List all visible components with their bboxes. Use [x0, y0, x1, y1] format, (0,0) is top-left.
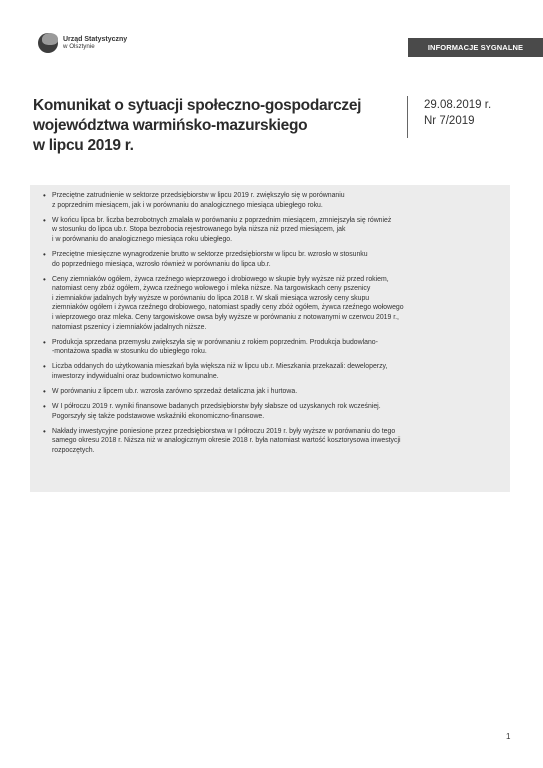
publication-date: 29.08.2019 r. [424, 99, 492, 111]
summary-item-line: Pogorszyły się także podstawowe wskaźniki ekonomiczno-finansowe. [52, 412, 265, 420]
summary-item-line: samego okresu 2018 r. Niższa niż w analogicznym okresie 2018 r. była natomiast wartość kosztorysowa inwestycji [52, 437, 401, 445]
summary-item-line: w stosunku do lipca ub.r. Stopa bezrobocia rejestrowanego była niższa niż przed miesiącem, jak [52, 226, 346, 234]
title-line: w lipcu 2019 r. [33, 137, 134, 154]
summary-item-line: Przeciętne miesięczne wynagrodzenie brutto w sektorze przedsiębiorstw w lipcu br. wzrosło w stosunku [52, 250, 368, 258]
summary-list [30, 185, 510, 456]
category-badge: INFORMACJE SYGNALNE [408, 38, 543, 57]
summary-item [30, 250, 504, 269]
logo [38, 33, 127, 53]
summary-item-line: -montażowa spadła w stosunku do ubiegłego roku. [52, 348, 207, 356]
summary-item-line: inwestorzy indywidualni oraz budownictwo komunalne. [52, 373, 219, 380]
summary-item-line: i w porównaniu do analogicznego miesiąca roku ubiegłego. [52, 235, 233, 243]
document-title [33, 96, 403, 156]
summary-item [30, 275, 504, 333]
summary-item-line: W porównaniu z lipcem ub.r. wzrosła zarówno sprzedaż detaliczna jak i hurtowa. [52, 388, 298, 396]
summary-item-line: natomiast ceny zbóż ogółem, żywca rzeźnego wołowego i mleka niższe. Na targowiskach ceny pszenicy [52, 285, 371, 293]
bullet-icon: • [43, 249, 46, 259]
title-line: Komunikat o sytuacji społeczno-gospodarczej [33, 97, 362, 114]
summary-item [30, 338, 504, 357]
page-number: 1 [506, 732, 511, 741]
summary-item [30, 402, 504, 421]
summary-item-line: ziemniaków ogółem i żywca rzeźnego drobiowego, natomiast spadły ceny zbóż ogółem, żywca rzeźnego wołowego [52, 304, 404, 312]
summary-item-line: Nakłady inwestycyjne poniesione przez przedsiębiorstwa w I półroczu 2019 r. były wyższe w porównaniu do tego [52, 427, 396, 435]
document-meta [424, 97, 491, 129]
summary-item-line: rozpoczętych. [52, 447, 95, 455]
logo-line1: Urząd Statystyczny [63, 36, 128, 43]
logo-text [63, 36, 127, 50]
summary-box [30, 185, 510, 492]
bullet-icon: • [43, 402, 46, 412]
summary-item [30, 427, 504, 456]
summary-item-line: natomiast pszenicy i ziemniaków jadalnych niższe. [52, 323, 207, 331]
issue-number: Nr 7/2019 [424, 115, 475, 127]
summary-item-line: do poprzedniego miesiąca, wzrosło również w porównaniu do lipca ub.r. [52, 260, 271, 268]
bullet-icon: • [43, 387, 46, 397]
summary-item [30, 362, 504, 381]
bullet-icon: • [43, 274, 46, 284]
summary-item-line: i ziemniaków jadalnych były wyższe w porównaniu do lipca 2018 r. W skali miesiąca wzrosły ceny skupu [52, 294, 370, 302]
summary-item-line: Przeciętne zatrudnienie w sektorze przedsiębiorstw w lipcu 2019 r. zwiększyło się w porównaniu [52, 192, 345, 199]
summary-item-line: Liczba oddanych do użytkowania mieszkań była większa niż w lipcu ub.r. Mieszkania przekazali: deweloperzy, [52, 363, 388, 371]
summary-item-line: Ceny ziemniaków ogółem, żywca rzeźnego wieprzowego i drobiowego w skupie były wyższe niż przed rokiem, [52, 275, 389, 283]
summary-item-line: z poprzednim miesiącem, jak i w porównaniu do analogicznego miesiąca ubiegłego roku. [52, 201, 323, 209]
bullet-icon: • [43, 362, 46, 372]
summary-item [30, 216, 504, 245]
summary-item [30, 191, 504, 210]
summary-item-line: W końcu lipca br. liczba bezrobotnych zmalała w porównaniu z poprzednim miesiącem, zmniejszyła się również [52, 216, 392, 224]
bullet-icon: • [43, 426, 46, 436]
logo-line2: w Olsztynie [63, 43, 95, 50]
summary-item-line: i wieprzowego oraz mleka. Ceny targowiskowe owsa były wyższe w porównaniu z notowanymi w czerwcu 2019 r., [52, 314, 399, 322]
bullet-icon: • [43, 191, 46, 200]
summary-item-line: W I półroczu 2019 r. wyniki finansowe badanych przedsiębiorstw były słabsze od uzyskanych rok wcześniej. [52, 403, 381, 411]
title-divider [407, 96, 408, 138]
bullet-icon: • [43, 215, 46, 225]
summary-item-line: Produkcja sprzedana przemysłu zwiększyła się w porównaniu z rokiem poprzednim. Produkcja budowlano- [52, 338, 378, 346]
logo-icon [38, 33, 58, 53]
title-line: województwa warmińsko-mazurskiego [33, 117, 308, 134]
bullet-icon: • [43, 337, 46, 347]
summary-item [30, 387, 504, 397]
